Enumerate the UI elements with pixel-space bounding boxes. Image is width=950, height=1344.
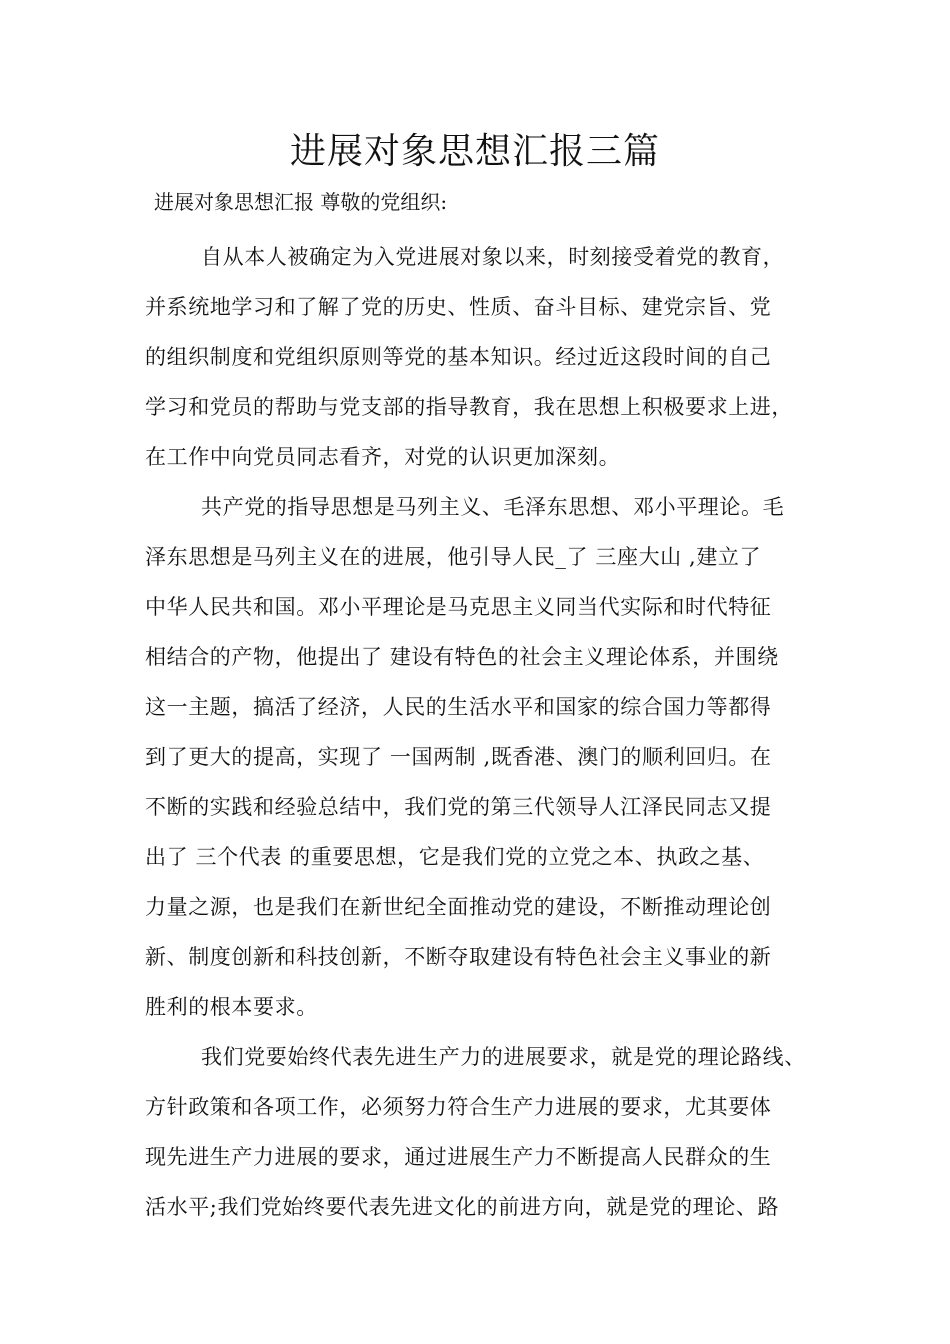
document-body (145, 232, 825, 1232)
paragraph-1 (145, 232, 825, 482)
text-line: 共产党的指导思想是马列主义、毛泽东思想、邓小平理论。毛 (201, 495, 785, 519)
text-line: 这一主题，搞活了经济，人民的生活水平和国家的综合国力等都得 (145, 695, 772, 719)
text-line: 活水平;我们党始终要代表先进文化的前进方向，就是党的理论、路 (145, 1195, 780, 1219)
text-line: 不断的实践和经验总结中，我们党的第三代领导人江泽民同志又提 (145, 795, 772, 819)
text-line: 出了 三个代表 的重要思想，它是我们党的立党之本、执政之基、 (145, 845, 765, 869)
paragraph-2 (145, 482, 825, 1032)
text-line: 力量之源，也是我们在新世纪全面推动党的建设，不断推动理论创 (145, 895, 772, 919)
text-line: 并系统地学习和了解了党的历史、性质、奋斗目标、建党宗旨、党 (145, 295, 772, 319)
text-line: 在工作中向党员同志看齐，对党的认识更加深刻。 (145, 445, 621, 469)
text-line: 我们党要始终代表先进生产力的进展要求，就是党的理论路线、 (201, 1045, 806, 1069)
text-line: 的组织制度和党组织原则等党的基本知识。经过近这段时间的自己 (145, 345, 772, 369)
text-line: 相结合的产物，他提出了 建设有特色的社会主义理论体系，并围绕 (145, 645, 779, 669)
text-line: 新、制度创新和科技创新，不断夺取建设有特色社会主义事业的新 (145, 945, 772, 969)
paragraph-3 (145, 1032, 825, 1232)
text-line: 现先进生产力进展的要求，通过进展生产力不断提高人民群众的生 (145, 1145, 772, 1169)
text-line: 到了更大的提高，实现了 一国两制 ,既香港、澳门的顺利回归。在 (145, 745, 772, 769)
text-line: 学习和党员的帮助与党支部的指导教育，我在思想上积极要求上进， (145, 395, 793, 419)
text-line: 自从本人被确定为入党进展对象以来，时刻接受着党的教育， (201, 245, 785, 269)
document-subtitle: 进展对象思想汇报 尊敬的党组织: (154, 190, 448, 214)
text-line: 中华人民共和国。邓小平理论是马克思主义同当代实际和时代特征 (145, 595, 772, 619)
text-line: 泽东思想是马列主义在的进展，他引导人民_了 三座大山 ,建立了 (145, 545, 762, 569)
document-title: 进展对象思想汇报三篇 (289, 131, 660, 172)
text-line: 方针政策和各项工作，必须努力符合生产力进展的要求，尤其要体 (145, 1095, 772, 1119)
text-line: 胜利的根本要求。 (145, 995, 318, 1019)
